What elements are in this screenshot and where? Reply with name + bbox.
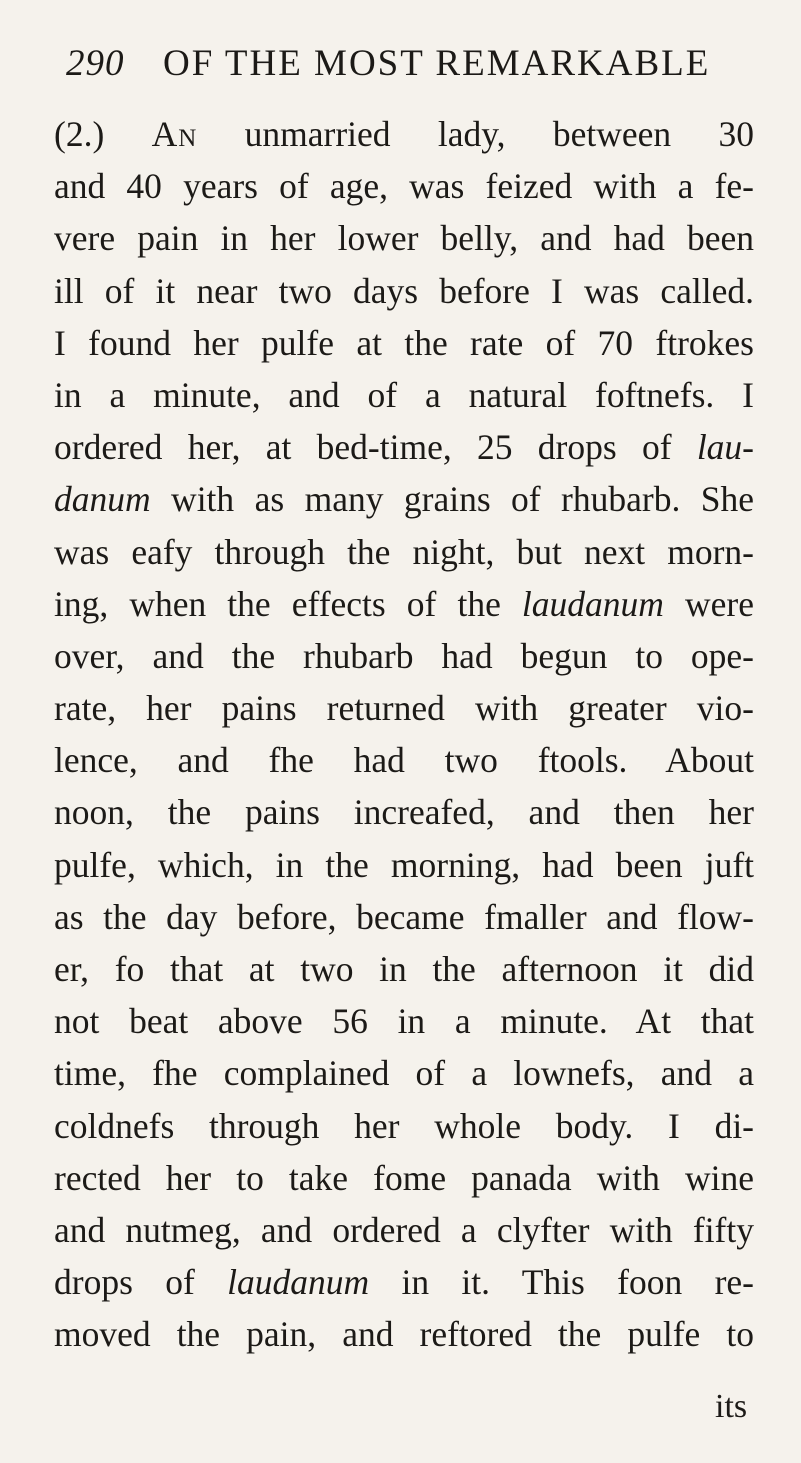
text-span: were bbox=[663, 583, 754, 624]
text-span: with as many grains of rhubarb. She bbox=[150, 479, 754, 520]
text-span: coldnefs through her whole body. I di- bbox=[54, 1105, 754, 1146]
text-line bbox=[54, 630, 754, 682]
text-span: drops of bbox=[54, 1262, 228, 1303]
text-line bbox=[54, 526, 754, 578]
text-span: er, fo that at two in the afternoon it did bbox=[54, 949, 754, 989]
text-span: (2.) bbox=[54, 114, 152, 154]
text-line bbox=[54, 1204, 754, 1256]
italic-text: laudanum bbox=[227, 1262, 370, 1303]
text-line bbox=[54, 108, 754, 160]
text-line bbox=[54, 1308, 754, 1360]
text-span: ordered her, at bed-time, 25 drops of bbox=[54, 427, 697, 468]
text-span: ing, when the effects of the bbox=[54, 583, 522, 624]
text-span: and nutmeg, and ordered a clyfter with fifty bbox=[54, 1209, 754, 1250]
text-line bbox=[54, 1047, 754, 1099]
text-span: not beat above 56 in a minute. At that bbox=[54, 1001, 754, 1042]
text-line bbox=[54, 265, 754, 317]
italic-text: laudanum bbox=[521, 583, 664, 624]
text-span: vere pain in her lower belly, and had been bbox=[54, 218, 754, 259]
text-span: rected her to take fome panada with wine bbox=[54, 1157, 754, 1198]
text-line bbox=[54, 212, 754, 264]
text-line bbox=[54, 891, 754, 943]
text-span: over, and the rhubarb had begun to ope- bbox=[54, 635, 754, 676]
text-line bbox=[54, 682, 754, 734]
text-span: in a minute, and of a natural foftnefs. I bbox=[54, 374, 754, 415]
page-number: 290 bbox=[66, 43, 125, 84]
italic-text: danum bbox=[54, 479, 151, 520]
text-line bbox=[54, 839, 754, 891]
text-span: I found her pulfe at the rate of 70 ftrokes bbox=[54, 322, 754, 363]
page-header bbox=[66, 42, 786, 96]
body-paragraph bbox=[54, 108, 754, 1361]
text-line bbox=[54, 995, 754, 1047]
text-line bbox=[54, 1100, 754, 1152]
text-span: noon, the pains increafed, and then her bbox=[54, 792, 754, 833]
text-span: ill of it near two days before I was called. bbox=[54, 270, 754, 311]
text-span: and 40 years of age, was feized with a fe- bbox=[54, 166, 754, 207]
text-span: as the day before, became fmaller and flow- bbox=[54, 896, 754, 937]
text-span: lence, and fhe had two ftools. About bbox=[54, 740, 754, 781]
small-caps-text: An bbox=[151, 114, 198, 154]
text-line bbox=[54, 473, 754, 525]
text-span: was eafy through the night, but next morn- bbox=[54, 531, 754, 572]
text-line bbox=[54, 943, 754, 995]
text-line bbox=[54, 317, 754, 369]
running-head: OF THE MOST REMARKABLE bbox=[163, 43, 711, 84]
italic-text: lau- bbox=[696, 427, 754, 468]
text-span: rate, her pains returned with greater vio- bbox=[54, 688, 754, 729]
text-line bbox=[54, 1152, 754, 1204]
text-span: pulfe, which, in the morning, had been juft bbox=[54, 844, 754, 885]
text-line bbox=[54, 421, 754, 473]
text-span: unmarried lady, between 30 bbox=[197, 114, 754, 154]
text-line bbox=[54, 734, 754, 786]
text-span: time, fhe complained of a lownefs, and a bbox=[54, 1053, 754, 1094]
text-span: in it. This foon re- bbox=[369, 1262, 754, 1303]
catchword: its bbox=[715, 1388, 748, 1425]
text-span: moved the pain, and reftored the pulfe to bbox=[54, 1314, 754, 1355]
text-line bbox=[54, 1256, 754, 1308]
text-line bbox=[54, 578, 754, 630]
text-line bbox=[54, 786, 754, 838]
text-line bbox=[54, 160, 754, 212]
text-line bbox=[54, 369, 754, 421]
